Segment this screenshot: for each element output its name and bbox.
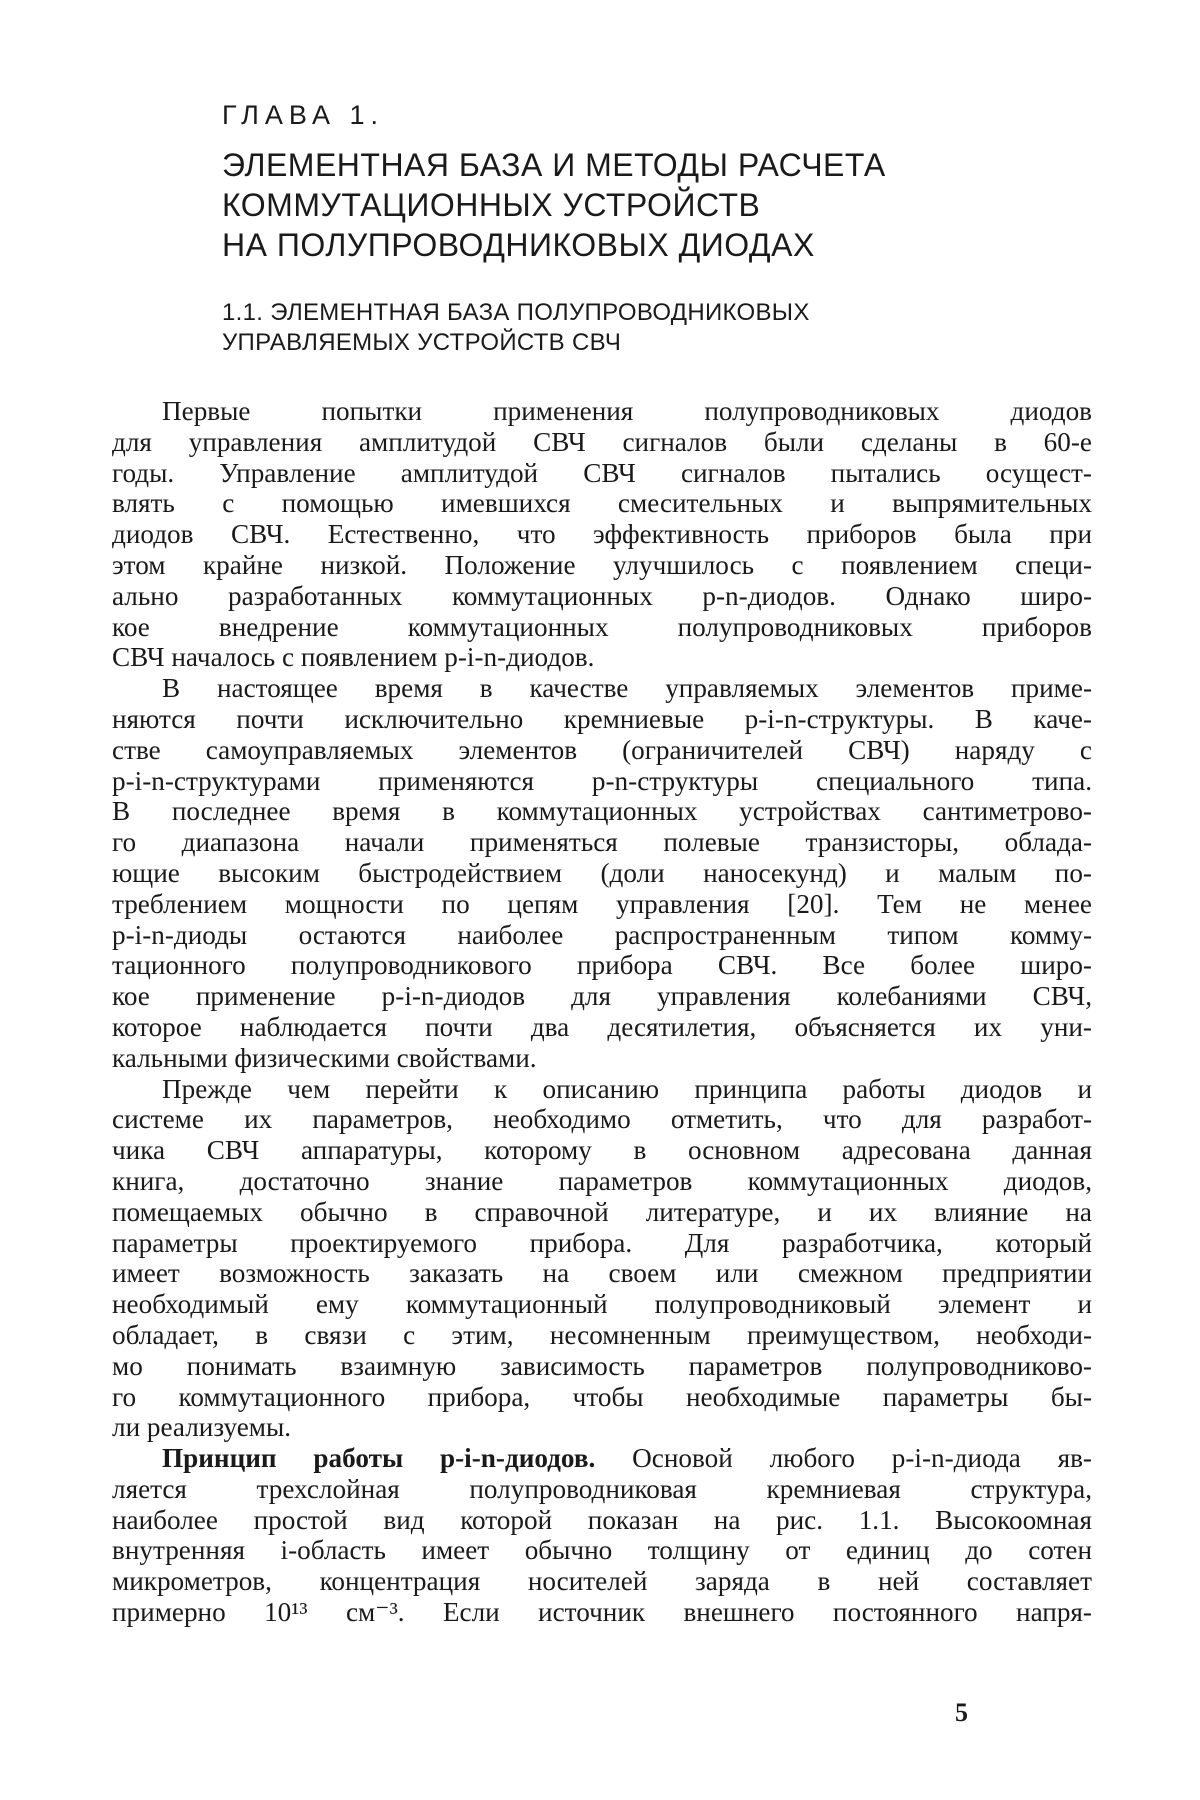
text-line: Прежде чем перейти к описанию принципа работы диодов и	[162, 1073, 1092, 1104]
text-line: p-i-n-структурами применяются p-n-структуры специального типа.	[112, 765, 1092, 796]
text-line: ли реализуемы.	[112, 1412, 292, 1443]
text-line: кое внедрение коммутационных полупроводниковых приборов	[112, 611, 1092, 642]
chapter-title	[222, 145, 1122, 265]
text-line: микрометров, концентрация носителей заряда в ней составляет	[112, 1566, 1092, 1597]
text-line: няются почти исключительно кремниевые p-i-n-структуры. В каче-	[112, 703, 1092, 734]
text-line: СВЧ началось с появлением p-i-n-диодов.	[112, 642, 595, 673]
text-line: примерно 10¹³ см⁻³. Если источник внешнего постоянного напря-	[112, 1597, 1092, 1628]
page-number: 5	[955, 1698, 968, 1727]
text-line: ляется трехслойная полупроводниковая кремниевая структура,	[112, 1473, 1092, 1504]
text-line: системе их параметров, необходимо отметить, что для разработ-	[112, 1104, 1092, 1135]
text-line-with-lead	[112, 1443, 1092, 1474]
paragraph-lead-heading: Принцип работы p-i-n-диодов.	[162, 1443, 596, 1474]
text-line: внутренняя i-область имеет обычно толщину от единиц до сотен	[112, 1535, 1092, 1566]
text-line: необходимый ему коммутационный полупроводниковый элемент и	[112, 1289, 1092, 1320]
text-line: чика СВЧ аппаратуры, которому в основном адресована данная	[112, 1135, 1092, 1166]
text-line: кальными физическими свойствами.	[112, 1042, 537, 1073]
text-line: ющие высоким быстродействием (доли наносекунд) и малым по-	[112, 857, 1092, 888]
section-title-line: УПРАВЛЯЕМЫХ УСТРОЙСТВ СВЧ	[222, 329, 622, 356]
body-text	[112, 396, 1092, 1628]
text-line: влять с помощью имевшихся смесительных и выпрямительных	[112, 488, 1092, 519]
text-line: которое наблюдается почти два десятилетия, объясняется их уни-	[112, 1011, 1092, 1042]
section-title-line: 1.1. ЭЛЕМЕНТНАЯ БАЗА ПОЛУПРОВОДНИКОВЫХ	[222, 299, 810, 326]
paragraph-1	[112, 396, 1092, 673]
paragraph-2	[112, 673, 1092, 1073]
text-line: кое применение p-i-n-диодов для управления колебаниями СВЧ,	[112, 981, 1092, 1012]
chapter-title-line: НА ПОЛУПРОВОДНИКОВЫХ ДИОДАХ	[222, 227, 815, 263]
text-line: помещаемых обычно в справочной литературе, и их влияние на	[112, 1196, 1092, 1227]
text-line: этом крайне низкой. Положение улучшилось с появлением специ-	[112, 549, 1092, 580]
text-line: стве самоуправляемых элементов (ограничителей СВЧ) наряду с	[112, 734, 1092, 765]
text-line: го коммутационного прибора, чтобы необходимые параметры бы-	[112, 1381, 1092, 1412]
text-line: наиболее простой вид которой показан на рис. 1.1. Высокоомная	[112, 1504, 1092, 1535]
text-line: Первые попытки применения полупроводниковых диодов	[162, 396, 1092, 426]
text-line: тационного полупроводникового прибора СВЧ. Все более широ-	[112, 950, 1092, 981]
text-line: параметры проектируемого прибора. Для разработчика, который	[112, 1227, 1092, 1258]
chapter-label: ГЛАВА 1.	[222, 100, 384, 130]
text-line: В настоящее время в качестве управляемых элементов приме-	[162, 673, 1092, 704]
text-line: мо понимать взаимную зависимость параметров полупроводниково-	[112, 1350, 1092, 1381]
section-title	[222, 298, 1122, 358]
text-line: диодов СВЧ. Естественно, что эффективность приборов была при	[112, 519, 1092, 550]
text-line: имеет возможность заказать на своем или смежном предприятии	[112, 1258, 1092, 1289]
text-line: годы. Управление амплитудой СВЧ сигналов пытались осущест-	[112, 457, 1092, 488]
paragraph-3	[112, 1074, 1092, 1444]
text-line: p-i-n-диоды остаются наиболее распространенным типом комму-	[112, 919, 1092, 950]
text-line: В последнее время в коммутационных устройствах сантиметрово-	[112, 796, 1092, 827]
text-line: обладает, в связи с этим, несомненным преимуществом, необходи-	[112, 1319, 1092, 1350]
chapter-title-line: КОММУТАЦИОННЫХ УСТРОЙСТВ	[222, 187, 761, 223]
text-line: треблением мощности по цепям управления [20]. Тем не менее	[112, 888, 1092, 919]
text-line-rest: Основой любого p-i-n-диода яв-	[595, 1443, 1092, 1474]
chapter-title-line: ЭЛЕМЕНТНАЯ БАЗА И МЕТОДЫ РАСЧЕТА	[222, 147, 886, 183]
text-line: го диапазона начали применяться полевые транзисторы, облада-	[112, 827, 1092, 858]
paragraph-4	[112, 1443, 1092, 1628]
text-line: для управления амплитудой СВЧ сигналов были сделаны в 60-е	[112, 426, 1092, 457]
text-line: ально разработанных коммутационных p-n-диодов. Однако широ-	[112, 580, 1092, 611]
text-line: книга, достаточно знание параметров коммутационных диодов,	[112, 1165, 1092, 1196]
